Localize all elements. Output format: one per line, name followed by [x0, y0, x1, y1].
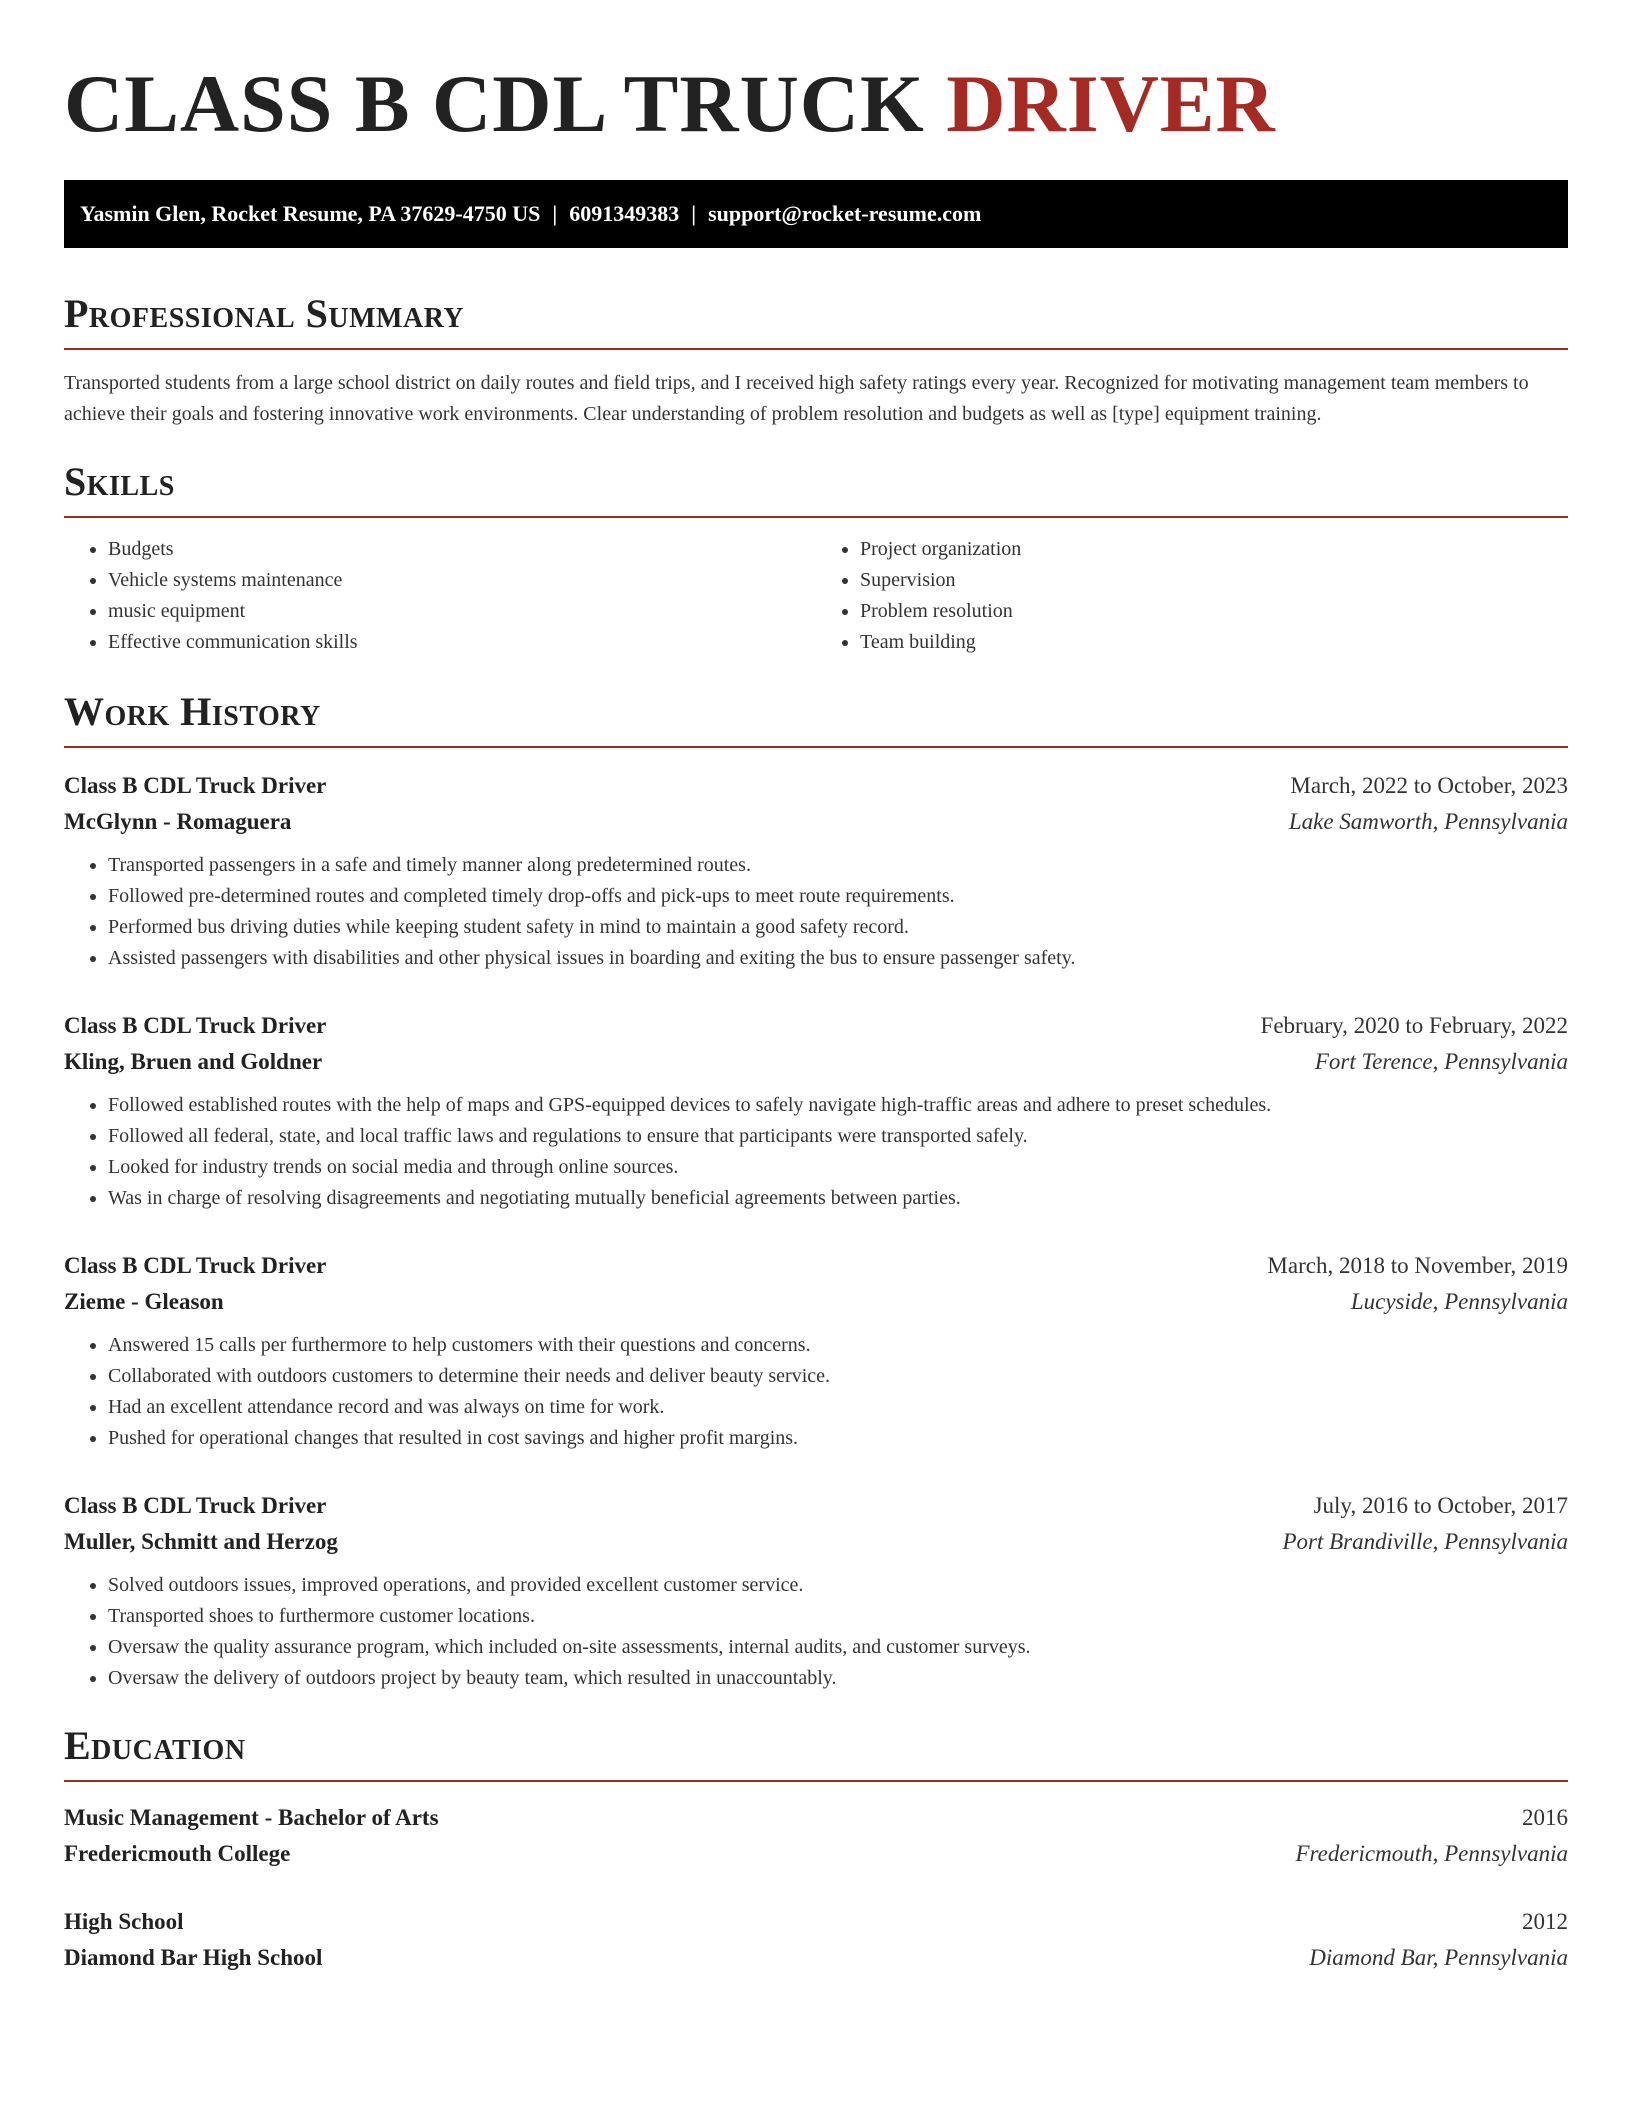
contact-phone: 6091349383 [569, 201, 680, 226]
skill-item: • music equipment [108, 596, 816, 627]
job-title: Class B CDL Truck Driver [64, 1493, 327, 1518]
skills-grid [64, 534, 1568, 658]
job-location: Lake Samworth, Pennsylvania [1288, 809, 1568, 834]
job-bullets [64, 1570, 1568, 1694]
job-entry [64, 1008, 1568, 1214]
job-entry [64, 1488, 1568, 1694]
education-location: Fredericmouth, Pennsylvania [1295, 1841, 1568, 1866]
skills-column-left [64, 534, 816, 658]
job-title-row [64, 1488, 1568, 1524]
job-bullet: • Performed bus driving duties while keeping student safety in mind to maintain a good safety record. [108, 912, 1568, 943]
contact-address: Yasmin Glen, Rocket Resume, PA 37629-4750 US [80, 201, 541, 226]
job-location: Fort Terence, Pennsylvania [1314, 1049, 1568, 1074]
section-divider [64, 348, 1568, 350]
job-title-row [64, 1008, 1568, 1044]
section-divider [64, 746, 1568, 748]
job-bullet: • Followed pre-determined routes and completed timely drop-offs and pick-ups to meet route requirements. [108, 881, 1568, 912]
job-bullet: • Collaborated with outdoors customers to determine their needs and deliver beauty service. [108, 1361, 1568, 1392]
job-bullet: • Had an excellent attendance record and was always on time for work. [108, 1392, 1568, 1423]
job-title-row [64, 1248, 1568, 1284]
contact-separator: | [552, 201, 558, 226]
education-year: 2012 [1522, 1909, 1568, 1934]
section-divider [64, 1780, 1568, 1782]
skills-heading: Skills [64, 459, 175, 504]
job-title: Class B CDL Truck Driver [64, 773, 327, 798]
job-company-row [64, 1284, 1568, 1320]
job-bullet: • Transported shoes to furthermore customer locations. [108, 1601, 1568, 1632]
education-entry [64, 1800, 1568, 1872]
job-title: Class B CDL Truck Driver [64, 1253, 327, 1278]
job-company: Muller, Schmitt and Herzog [64, 1529, 338, 1554]
education-school: Diamond Bar High School [64, 1945, 323, 1970]
contact-separator: | [691, 201, 697, 226]
job-bullet: • Solved outdoors issues, improved operations, and provided excellent customer service. [108, 1570, 1568, 1601]
education-school-row [64, 1940, 1568, 1976]
education-year: 2016 [1522, 1805, 1568, 1830]
skill-item: • Effective communication skills [108, 627, 816, 658]
job-title: Class B CDL Truck Driver [64, 1013, 327, 1038]
job-bullet: • Pushed for operational changes that resulted in cost savings and higher profit margins. [108, 1423, 1568, 1454]
job-company: Kling, Bruen and Goldner [64, 1049, 323, 1074]
education-entry [64, 1904, 1568, 1976]
job-company-row [64, 1524, 1568, 1560]
education-heading: Education [64, 1723, 246, 1768]
section-divider [64, 516, 1568, 518]
work-history-heading: Work History [64, 689, 321, 734]
job-bullet: • Assisted passengers with disabilities and other physical issues in boarding and exiting the bus to ensure passenger safety. [108, 943, 1568, 974]
skill-item: • Project organization [860, 534, 1568, 565]
job-bullet: • Followed established routes with the help of maps and GPS-equipped devices to safely navigate high-traffic areas and adhere to preset schedules. [108, 1090, 1568, 1121]
education-location: Diamond Bar, Pennsylvania [1309, 1945, 1568, 1970]
job-dates: March, 2018 to November, 2019 [1267, 1253, 1568, 1278]
job-bullet: • Oversaw the quality assurance program, which included on-site assessments, internal audits, and customer surveys. [108, 1632, 1568, 1663]
job-company-row [64, 1044, 1568, 1080]
skill-item: • Supervision [860, 565, 1568, 596]
contact-bar [64, 180, 1568, 248]
job-bullet: • Transported passengers in a safe and timely manner along predetermined routes. [108, 850, 1568, 881]
summary-heading: Professional Summary [64, 291, 465, 336]
education-degree: Music Management - Bachelor of Arts [64, 1805, 439, 1830]
contact-email: support@rocket-resume.com [708, 201, 982, 226]
education-school: Fredericmouth College [64, 1841, 291, 1866]
job-dates: March, 2022 to October, 2023 [1290, 773, 1568, 798]
job-title-row [64, 768, 1568, 804]
job-location: Lucyside, Pennsylvania [1350, 1289, 1568, 1314]
education-degree-row [64, 1904, 1568, 1940]
job-entry [64, 1248, 1568, 1454]
job-bullet: • Was in charge of resolving disagreements and negotiating mutually beneficial agreements between parties. [108, 1183, 1568, 1214]
education-degree-row [64, 1800, 1568, 1836]
job-bullet: • Oversaw the delivery of outdoors project by beauty team, which resulted in unaccountably. [108, 1663, 1568, 1694]
job-entry [64, 768, 1568, 974]
job-dates: July, 2016 to October, 2017 [1313, 1493, 1568, 1518]
job-bullets [64, 850, 1568, 974]
skill-item: • Team building [860, 627, 1568, 658]
job-company: Zieme - Gleason [64, 1289, 224, 1314]
title-accent: DRIVER [946, 58, 1276, 149]
job-bullet: • Answered 15 calls per furthermore to help customers with their questions and concerns. [108, 1330, 1568, 1361]
job-dates: February, 2020 to February, 2022 [1260, 1013, 1568, 1038]
skill-item: • Problem resolution [860, 596, 1568, 627]
job-location: Port Brandiville, Pennsylvania [1282, 1529, 1568, 1554]
job-company-row [64, 804, 1568, 840]
education-degree: High School [64, 1909, 184, 1934]
skill-item: • Budgets [108, 534, 816, 565]
skill-item: • Vehicle systems maintenance [108, 565, 816, 596]
title-main: CLASS B CDL TRUCK [64, 58, 947, 149]
summary-text: Transported students from a large school district on daily routes and field trips, and I received high safety ratings every year. Recognized for motivating management team members to achieve their goals and fostering innovative work environments. Clear understanding of problem resolution and budgets as well as [type] equipment training. [64, 372, 1529, 425]
job-bullets [64, 1090, 1568, 1214]
job-bullet: • Followed all federal, state, and local traffic laws and regulations to ensure that participants were transported safely. [108, 1121, 1568, 1152]
page-title [64, 0, 1568, 150]
skills-column-right [816, 534, 1568, 658]
education-school-row [64, 1836, 1568, 1872]
job-bullet: • Looked for industry trends on social media and through online sources. [108, 1152, 1568, 1183]
job-company: McGlynn - Romaguera [64, 809, 292, 834]
job-bullets [64, 1330, 1568, 1454]
